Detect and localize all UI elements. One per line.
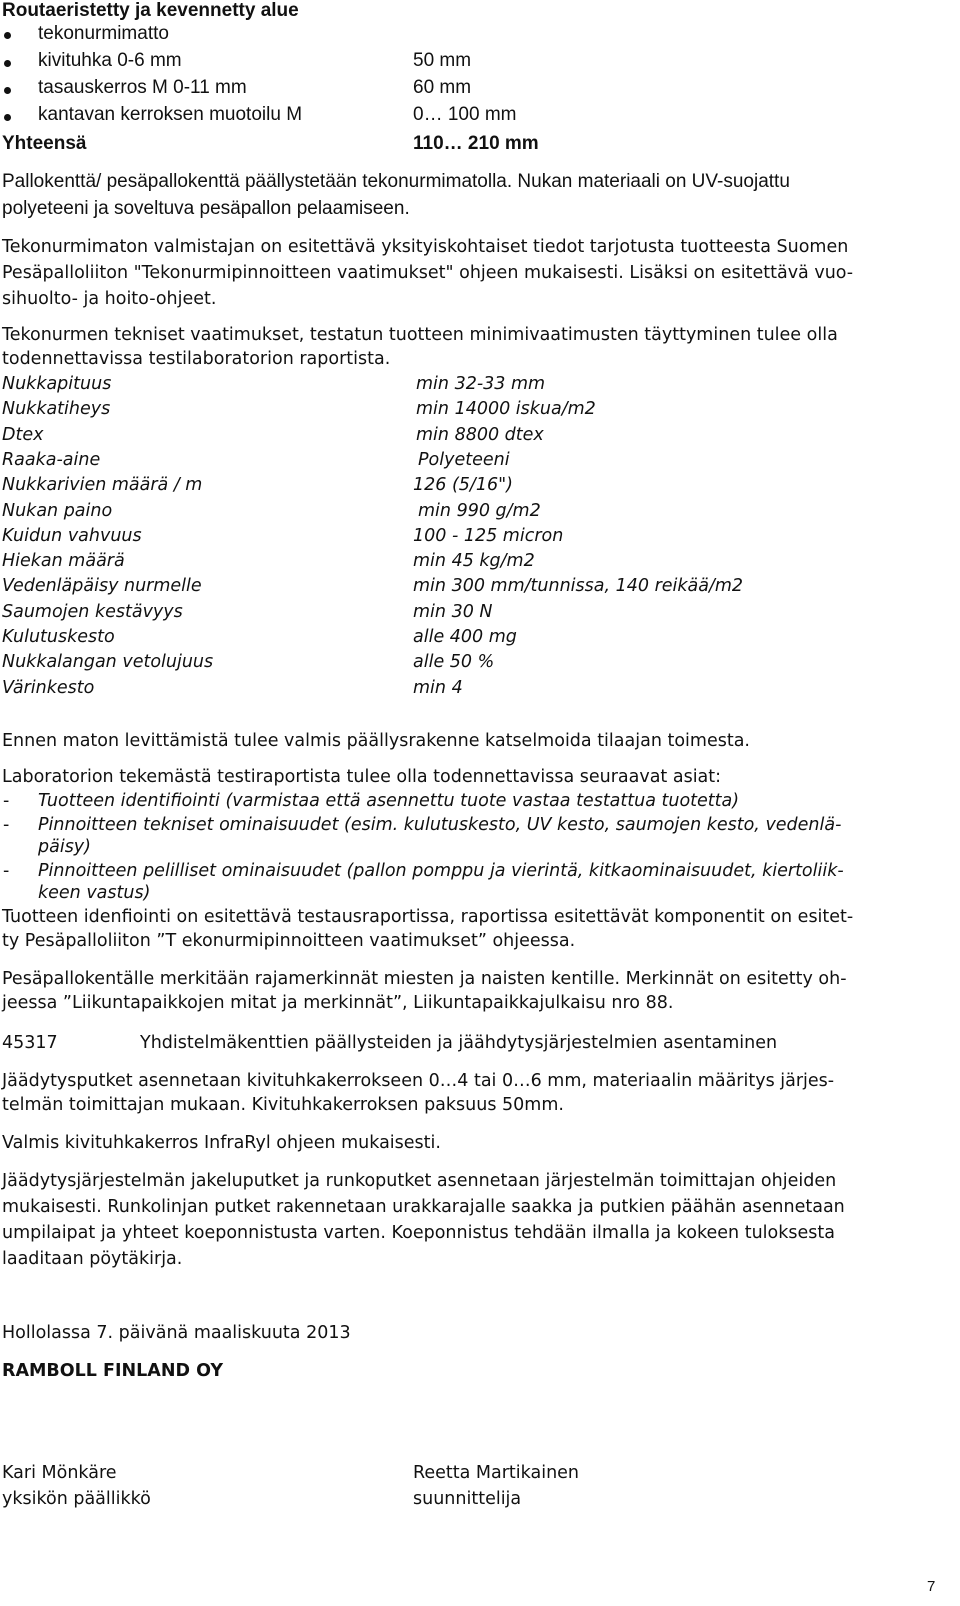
lab-item: Pinnoitteen pelilliset ominaisuudet (pallon pomppu ja vierintä, kitkaominaisuudet, kiertoliik-: [38, 861, 844, 881]
spec-value: alle 50 %: [413, 652, 495, 672]
total-label: Yhteensä: [2, 133, 87, 154]
spec-value: min 14000 iskua/m2: [416, 399, 596, 419]
paragraph-line: Tuotteen idenfiointi on esitettävä testausraportissa, raportissa esitettävät komponentit on esitet-: [2, 907, 854, 927]
spec-name: Kuidun vahvuus: [2, 526, 142, 546]
layer-name: tasauskerros M 0-11 mm: [38, 77, 247, 98]
layer-name: kantavan kerroksen muotoilu M: [38, 104, 303, 125]
paragraph-line: ty Pesäpalloliiton ”T ekonurmipinnoitteen vaatimukset” ohjeessa.: [2, 931, 576, 951]
spec-value: alle 400 mg: [413, 627, 517, 647]
section-heading: Yhdistelmäkenttien päällysteiden ja jäähdytysjärjestelmien asentaminen: [140, 1033, 778, 1053]
bullet-icon: [4, 32, 11, 39]
spec-name: Värinkesto: [2, 678, 95, 698]
signer-title: yksikön päällikkö: [2, 1489, 151, 1509]
section-title: Routaeristetty ja kevennetty alue: [2, 0, 299, 21]
spec-name: Hiekan määrä: [2, 551, 125, 571]
paragraph-line: Jäädytysjärjestelmän jakeluputket ja runkoputket asennetaan järjestelmän toimittajan ohjeiden: [2, 1171, 837, 1191]
signer-name: Kari Mönkäre: [2, 1463, 117, 1483]
bullet-icon: [4, 87, 11, 94]
spec-name: Nukkapituus: [2, 374, 112, 394]
place-date: Hollolassa 7. päivänä maaliskuuta 2013: [2, 1323, 351, 1343]
paragraph-line: mukaisesti. Runkolinjan putket rakennetaan urakkarajalle saakka ja putkien päähän asennetaan: [2, 1197, 845, 1217]
layer-name: kivituhka 0-6 mm: [38, 50, 182, 71]
spec-value: min 45 kg/m2: [413, 551, 535, 571]
spec-value: Polyeteeni: [418, 450, 510, 470]
spec-value: min 32-33 mm: [416, 374, 546, 394]
paragraph-line: Tekonurmen tekniset vaatimukset, testatun tuotteen minimivaatimusten täyttyminen tulee olla: [2, 325, 838, 345]
bullet-icon: [4, 114, 11, 121]
layer-thickness: 50 mm: [413, 50, 472, 71]
total-value: 110… 210 mm: [413, 133, 539, 154]
spec-name: Nukan paino: [2, 501, 113, 521]
paragraph-line: umpilaipat ja yhteet koeponnistusta varten. Koeponnistus tehdään ilmalla ja kokeen tuloksesta: [2, 1223, 835, 1243]
spec-name: Dtex: [2, 425, 44, 445]
page-number: 7: [927, 1578, 936, 1595]
paragraph-line: Pesäpallokentälle merkitään rajamerkinnät miesten ja naisten kentille. Merkinnät on esitetty oh-: [2, 969, 847, 989]
layer-thickness: 0… 100 mm: [413, 104, 517, 125]
spec-name: Nukkarivien määrä / m: [2, 475, 203, 495]
spec-name: Raaka-aine: [2, 450, 101, 470]
paragraph-line: sihuolto- ja hoito-ohjeet.: [2, 289, 217, 309]
paragraph-line: laaditaan pöytäkirja.: [2, 1249, 183, 1269]
spec-value: 100 - 125 micron: [413, 526, 564, 546]
spec-name: Kulutuskesto: [2, 627, 115, 647]
paragraph-line: Tekonurmimaton valmistajan on esitettävä yksityiskohtaiset tiedot tarjotusta tuotteesta Suomen: [2, 237, 849, 257]
dash-marker: -: [3, 791, 10, 811]
spec-value: min 300 mm/tunnissa, 140 reikää/m2: [413, 576, 744, 596]
paragraph-line: Ennen maton levittämistä tulee valmis päällysrakenne katselmoida tilaajan toimesta.: [2, 731, 750, 751]
paragraph-line: telmän toimittajan mukaan. Kivituhkakerroksen paksuus 50mm.: [2, 1095, 564, 1115]
signer-name: Reetta Martikainen: [413, 1463, 580, 1483]
layer-name: tekonurmimatto: [38, 23, 169, 44]
section-code: 45317: [2, 1033, 58, 1053]
lab-item: keen vastus): [38, 883, 151, 903]
lab-intro: Laboratorion tekemästä testiraportista tulee olla todennettavissa seuraavat asiat:: [2, 767, 722, 787]
dash-marker: -: [3, 815, 10, 835]
bullet-icon: [4, 60, 11, 67]
spec-value: 126 (5/16"): [413, 475, 513, 495]
lab-item: Pinnoitteen tekniset ominaisuudet (esim. kulutuskesto, UV kesto, saumojen kesto, vedenlä-: [38, 815, 842, 835]
dash-marker: -: [3, 861, 10, 881]
spec-value: min 4: [413, 678, 463, 698]
company-name: RAMBOLL FINLAND OY: [2, 1361, 224, 1381]
paragraph-line: Pesäpalloliiton "Tekonurmipinnoitteen vaatimukset" ohjeen mukaisesti. Lisäksi on esitettävä vuo-: [2, 263, 854, 283]
signer-title: suunnittelija: [413, 1489, 522, 1509]
layer-thickness: 60 mm: [413, 77, 472, 98]
paragraph-line: Jäädytysputket asennetaan kivituhkakerrokseen 0…4 tai 0…6 mm, materiaalin määritys järjes-: [2, 1071, 835, 1091]
spec-value: min 8800 dtex: [416, 425, 544, 445]
paragraph-line: Pallokenttä/ pesäpallokenttä päällystetään tekonurmimatolla. Nukan materiaali on UV-suojattu: [2, 171, 790, 192]
paragraph-line: polyeteeni ja soveltuva pesäpallon pelaamiseen.: [2, 198, 410, 219]
spec-value: min 990 g/m2: [418, 501, 541, 521]
spec-name: Nukkatiheys: [2, 399, 111, 419]
spec-value: min 30 N: [413, 602, 493, 622]
lab-item: Tuotteen identifiointi (varmistaa että asennettu tuote vastaa testattua tuotetta): [38, 791, 740, 811]
lab-item: päisy): [38, 837, 91, 857]
spec-name: Saumojen kestävyys: [2, 602, 183, 622]
paragraph-line: jeessa ”Liikuntapaikkojen mitat ja merkinnät”, Liikuntapaikkajulkaisu nro 88.: [2, 993, 674, 1013]
paragraph-line: Valmis kivituhkakerros InfraRyl ohjeen mukaisesti.: [2, 1133, 441, 1153]
spec-name: Nukkalangan vetolujuus: [2, 652, 214, 672]
spec-name: Vedenläpäisy nurmelle: [2, 576, 202, 596]
paragraph-line: todennettavissa testilaboratorion raportista.: [2, 349, 391, 369]
